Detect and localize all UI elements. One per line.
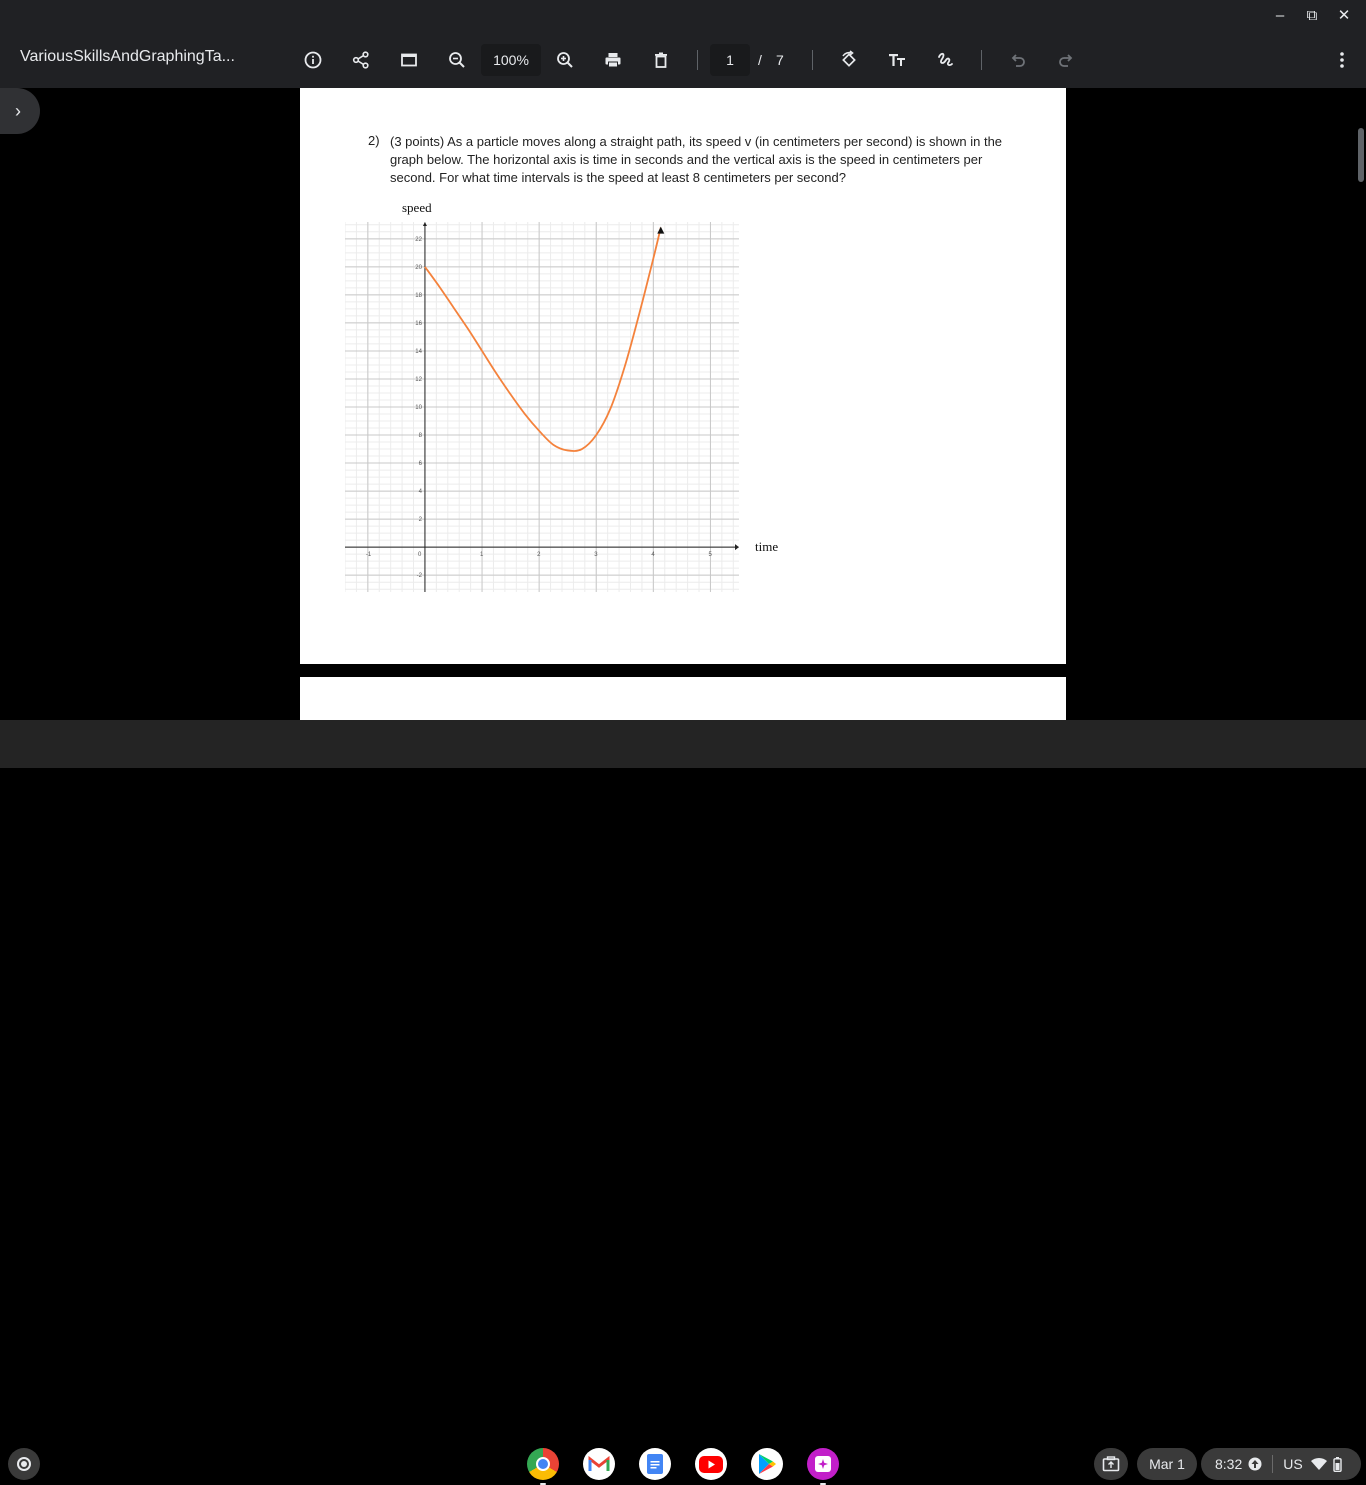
battery-icon bbox=[1333, 1457, 1342, 1472]
y-tick-label: -2 bbox=[416, 573, 422, 580]
toolbar-divider bbox=[697, 50, 698, 70]
fit-page-button[interactable] bbox=[393, 44, 425, 76]
x-axis-label: time bbox=[755, 539, 779, 554]
speed-curve bbox=[425, 228, 661, 451]
undo-icon bbox=[1008, 50, 1028, 70]
youtube-icon bbox=[699, 1456, 723, 1473]
tray-divider bbox=[1272, 1455, 1273, 1473]
x-tick-label: 0 bbox=[417, 552, 422, 559]
x-axis-arrow bbox=[735, 544, 739, 550]
launcher-icon bbox=[17, 1457, 31, 1471]
title-bar bbox=[0, 0, 1366, 88]
chrome-app-icon[interactable] bbox=[527, 1448, 559, 1480]
toolbar-divider bbox=[981, 50, 982, 70]
y-tick-label: 18 bbox=[415, 292, 422, 299]
zoom-out-icon bbox=[447, 50, 467, 70]
close-button[interactable]: ✕ bbox=[1337, 7, 1351, 24]
restore-button[interactable]: ⧉ bbox=[1306, 7, 1318, 24]
y-tick-label: 20 bbox=[415, 264, 422, 271]
page-separator: / bbox=[758, 52, 762, 68]
x-tick-label: 5 bbox=[708, 552, 712, 559]
y-axis-label: speed bbox=[402, 200, 432, 215]
play-store-icon bbox=[757, 1453, 777, 1475]
x-tick-label: 1 bbox=[480, 552, 484, 559]
delete-button[interactable] bbox=[645, 44, 677, 76]
print-icon bbox=[603, 50, 623, 70]
y-tick-label: 8 bbox=[418, 433, 422, 440]
play-store-app-icon[interactable] bbox=[751, 1448, 783, 1480]
zoom-level-field[interactable]: 100% bbox=[481, 44, 541, 76]
share-icon bbox=[351, 50, 371, 70]
undo-button[interactable] bbox=[1002, 44, 1034, 76]
docs-icon bbox=[647, 1454, 663, 1474]
pdf-page-2 bbox=[300, 677, 1066, 720]
y-tick-label: 12 bbox=[415, 376, 422, 383]
pdf-viewer-window bbox=[0, 0, 1366, 720]
info-button[interactable] bbox=[297, 44, 329, 76]
annotate-icon bbox=[935, 50, 955, 70]
keyboard-layout: US bbox=[1283, 1456, 1303, 1472]
scrollbar-thumb[interactable] bbox=[1358, 128, 1364, 182]
x-tick-label: 2 bbox=[537, 552, 541, 559]
redo-icon bbox=[1056, 50, 1076, 70]
zoom-in-icon bbox=[555, 50, 575, 70]
pdf-page bbox=[300, 88, 1066, 664]
gallery-icon bbox=[813, 1454, 833, 1474]
docs-app-icon[interactable] bbox=[639, 1448, 671, 1480]
tote-icon bbox=[1102, 1456, 1120, 1472]
gmail-icon bbox=[588, 1456, 610, 1472]
more-icon bbox=[1332, 50, 1352, 70]
delete-icon bbox=[651, 50, 671, 70]
text-icon bbox=[887, 50, 907, 70]
question-text: (3 points) As a particle moves along a straight path, its speed v (in centimeters per second) is shown in the graph below. The horizontal axis is time in seconds and the vertical axis is the speed in centimeters per second. For what time intervals is the speed at least 8 centimeters per second? bbox=[390, 134, 1003, 185]
y-tick-label: 10 bbox=[415, 405, 422, 411]
zoom-out-button[interactable] bbox=[441, 44, 473, 76]
minimize-button[interactable]: – bbox=[1275, 7, 1285, 24]
y-tick-label: 16 bbox=[415, 320, 422, 327]
launcher-button[interactable] bbox=[8, 1448, 40, 1480]
gmail-app-icon[interactable] bbox=[583, 1448, 615, 1480]
print-button[interactable] bbox=[597, 44, 629, 76]
y-tick-label: 4 bbox=[418, 489, 422, 496]
y-tick-label: 22 bbox=[415, 236, 422, 243]
y-tick-label: 6 bbox=[418, 461, 422, 468]
youtube-app-icon[interactable] bbox=[695, 1448, 727, 1480]
sidebar-toggle-button[interactable] bbox=[0, 88, 40, 134]
y-tick-label: 14 bbox=[415, 348, 422, 355]
annotate-button[interactable] bbox=[929, 44, 961, 76]
rotate-icon bbox=[839, 50, 859, 70]
redo-button[interactable] bbox=[1050, 44, 1082, 76]
shelf bbox=[0, 720, 1366, 1472]
document-title: VariousSkillsAndGraphingTa... bbox=[20, 48, 235, 65]
x-tick-label: 3 bbox=[594, 552, 598, 559]
chrome-center bbox=[536, 1457, 550, 1471]
window-controls bbox=[1264, 4, 1360, 28]
share-button[interactable] bbox=[345, 44, 377, 76]
x-tick-label: -1 bbox=[365, 552, 372, 559]
y-axis-arrow bbox=[423, 222, 427, 226]
chevron-right-icon: › bbox=[15, 100, 21, 121]
curve-end-arrow bbox=[657, 227, 664, 234]
question-number: 2) bbox=[368, 133, 380, 148]
clock-time: 8:32 bbox=[1215, 1456, 1243, 1472]
speed-time-graph bbox=[345, 222, 739, 592]
rotate-button[interactable] bbox=[833, 44, 865, 76]
fit-page-icon bbox=[399, 50, 419, 70]
update-icon bbox=[1248, 1457, 1262, 1471]
text-button[interactable] bbox=[881, 44, 913, 76]
page-total: 7 bbox=[776, 52, 784, 68]
zoom-in-button[interactable] bbox=[549, 44, 581, 76]
wifi-icon bbox=[1311, 1457, 1327, 1471]
more-options-button[interactable] bbox=[1326, 44, 1358, 76]
page-number-field[interactable]: 1 bbox=[710, 44, 750, 76]
gallery-app-icon[interactable] bbox=[807, 1448, 839, 1480]
date-button[interactable]: Mar 1 bbox=[1137, 1448, 1197, 1480]
x-tick-label: 4 bbox=[651, 552, 655, 559]
toolbar-divider bbox=[812, 50, 813, 70]
y-tick-label: 2 bbox=[418, 517, 422, 524]
system-tray[interactable] bbox=[1201, 1448, 1361, 1480]
info-icon bbox=[303, 50, 323, 70]
holding-space-button[interactable] bbox=[1094, 1448, 1128, 1480]
